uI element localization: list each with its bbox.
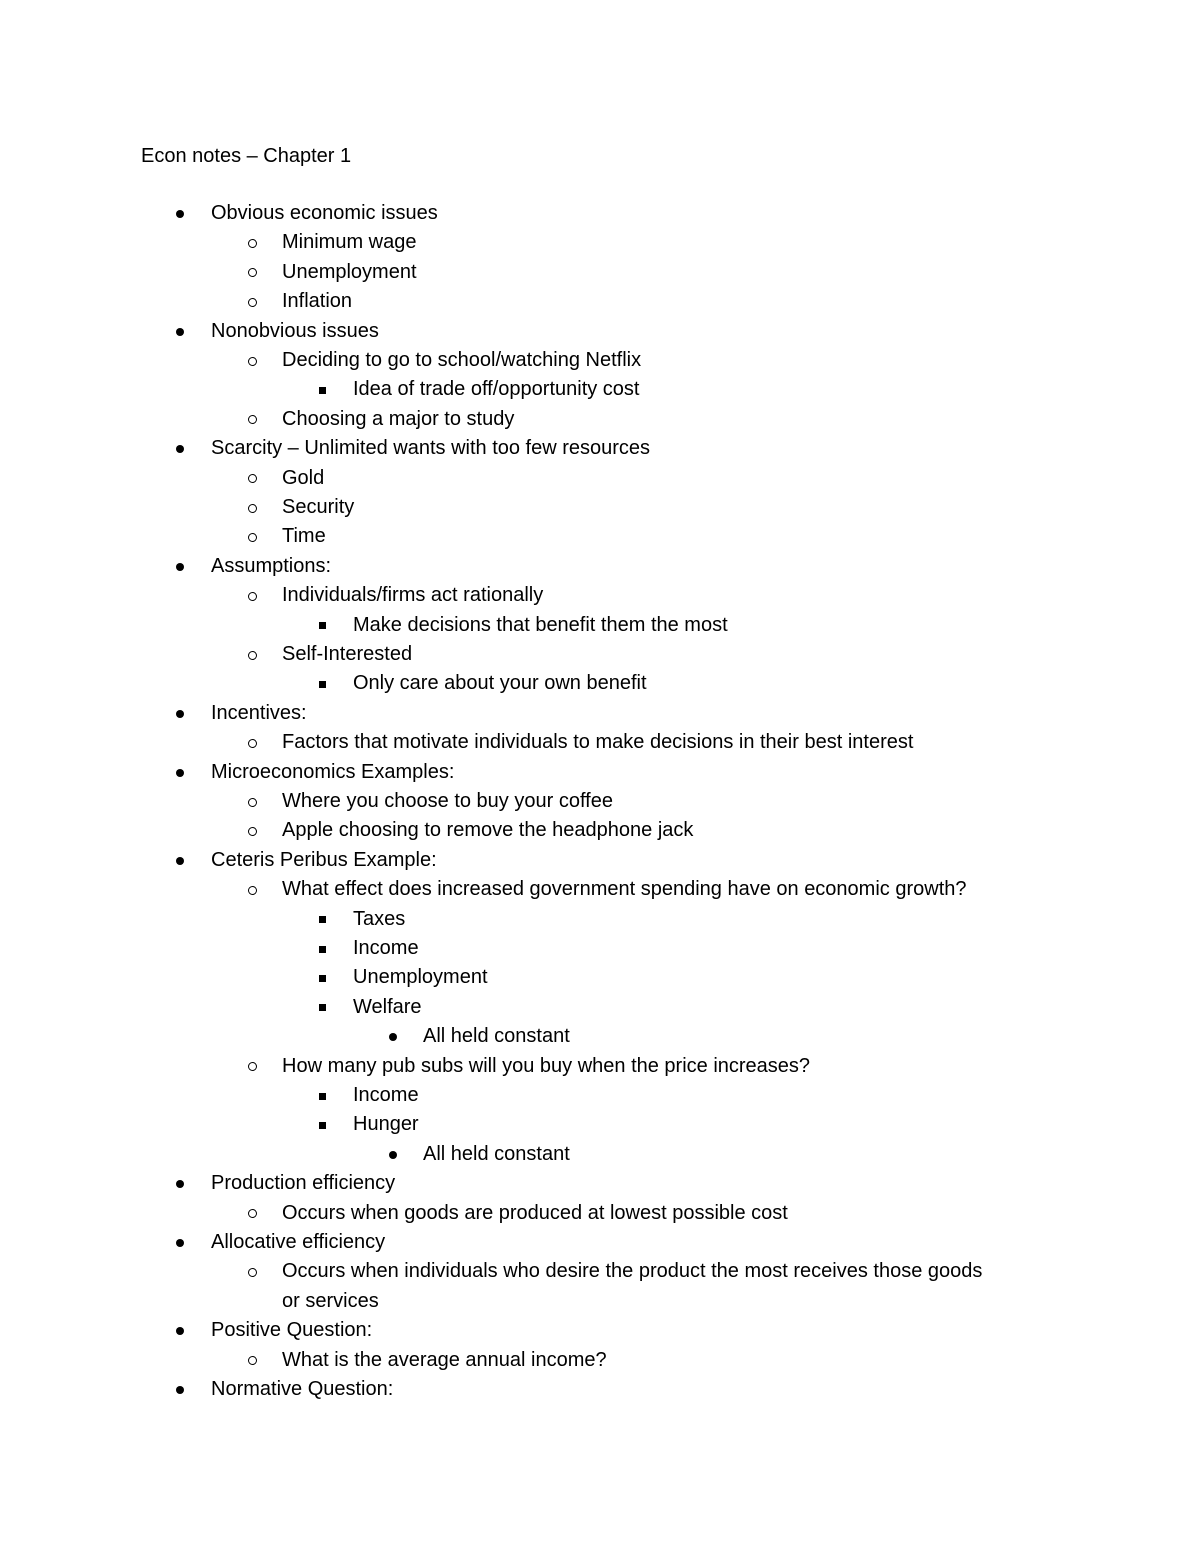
list-item: Welfare: [353, 995, 422, 1018]
list-item: Unemployment: [282, 260, 417, 283]
list-item: Occurs when individuals who desire the product the most receives those goods: [282, 1260, 983, 1283]
bullet-circle-icon: [248, 798, 257, 807]
list-item: Income: [353, 937, 419, 959]
list-item: Inflation: [282, 290, 353, 313]
bullet-square-icon: [319, 1004, 326, 1011]
list-item: or services: [282, 1289, 379, 1312]
bullet-circle-icon: [248, 1209, 257, 1218]
bullet-circle-icon: [248, 268, 257, 277]
bullet-dot-icon: [176, 210, 184, 218]
list-item: Apple choosing to remove the headphone jack: [282, 819, 694, 842]
bullet-circle-icon: [248, 415, 257, 424]
bullet-dot-icon: [176, 1180, 184, 1188]
list-item: Obvious economic issues: [211, 202, 438, 224]
bullet-dot-icon: [176, 710, 184, 718]
list-item: Minimum wage: [282, 231, 417, 254]
list-item: Individuals/firms act rationally: [282, 584, 544, 607]
list-item: Factors that motivate individuals to make decisions in their best interest: [282, 731, 914, 754]
bullet-dot-icon: [176, 1386, 184, 1394]
bullet-circle-icon: [248, 886, 257, 895]
list-item: Assumptions:: [211, 554, 332, 577]
bullet-circle-icon: [248, 1062, 257, 1071]
bullet-circle-icon: [248, 1356, 257, 1365]
bullet-circle-icon: [248, 1268, 257, 1277]
list-item: All held constant: [423, 1142, 570, 1165]
bullet-dot-icon: [176, 563, 184, 571]
list-item: Unemployment: [353, 966, 488, 989]
list-item: Idea of trade off/opportunity cost: [353, 378, 640, 401]
list-item: Ceteris Peribus Example:: [211, 848, 437, 871]
bullet-circle-icon: [248, 739, 257, 748]
bullet-circle-icon: [248, 298, 257, 307]
bullet-circle-icon: [248, 827, 257, 836]
bullet-dot-icon: [176, 328, 184, 336]
list-item: Scarcity – Unlimited wants with too few resources: [211, 437, 651, 460]
bullet-square-icon: [319, 1122, 326, 1129]
bullet-circle-icon: [248, 533, 257, 542]
bullet-circle-icon: [248, 357, 257, 366]
list-item: Income: [353, 1084, 419, 1106]
list-item: Positive Question:: [211, 1319, 373, 1342]
bullet-square-icon: [319, 681, 326, 688]
bullet-dot-icon: [176, 769, 184, 777]
bullet-square-icon: [319, 622, 326, 629]
bullet-dot-icon: [176, 857, 184, 865]
list-item: What is the average annual income?: [282, 1348, 607, 1371]
list-item: Only care about your own benefit: [353, 672, 647, 695]
list-item: Deciding to go to school/watching Netflix: [282, 349, 642, 371]
list-item: Where you choose to buy your coffee: [282, 790, 613, 812]
bullet-square-icon: [319, 387, 326, 394]
document-title: Econ notes – Chapter 1: [141, 145, 352, 167]
bullet-dot-icon: [389, 1033, 397, 1041]
list-item: Incentives:: [211, 701, 307, 724]
bullet-circle-icon: [248, 651, 257, 660]
bullet-dot-icon: [176, 445, 184, 453]
bullet-circle-icon: [248, 474, 257, 483]
list-item: How many pub subs will you buy when the price increases?: [282, 1054, 811, 1077]
bullet-square-icon: [319, 916, 326, 923]
list-item: Nonobvious issues: [211, 319, 379, 342]
list-item: Occurs when goods are produced at lowest possible cost: [282, 1201, 788, 1224]
list-item: Choosing a major to study: [282, 407, 515, 430]
bullet-circle-icon: [248, 239, 257, 248]
list-item: Make decisions that benefit them the most: [353, 613, 728, 636]
list-item: Microeconomics Examples:: [211, 760, 455, 783]
list-item: Production efficiency: [211, 1172, 396, 1195]
list-item: All held constant: [423, 1025, 570, 1048]
list-item: Gold: [282, 466, 325, 489]
list-item: Allocative efficiency: [211, 1231, 386, 1253]
bullet-circle-icon: [248, 592, 257, 601]
list-item: What effect does increased government spending have on economic growth?: [282, 878, 967, 901]
bullet-circle-icon: [248, 504, 257, 513]
bullet-dot-icon: [176, 1327, 184, 1335]
list-item: Hunger: [353, 1113, 419, 1136]
bullet-square-icon: [319, 975, 326, 982]
list-item: Taxes: [353, 907, 406, 930]
bullet-dot-icon: [389, 1151, 397, 1159]
list-item: Self-Interested: [282, 643, 413, 665]
list-item: Security: [282, 496, 355, 518]
list-item: Time: [282, 525, 326, 548]
list-item: Normative Question:: [211, 1378, 394, 1400]
bullet-dot-icon: [176, 1239, 184, 1247]
bullet-square-icon: [319, 946, 326, 953]
bullet-square-icon: [319, 1093, 326, 1100]
